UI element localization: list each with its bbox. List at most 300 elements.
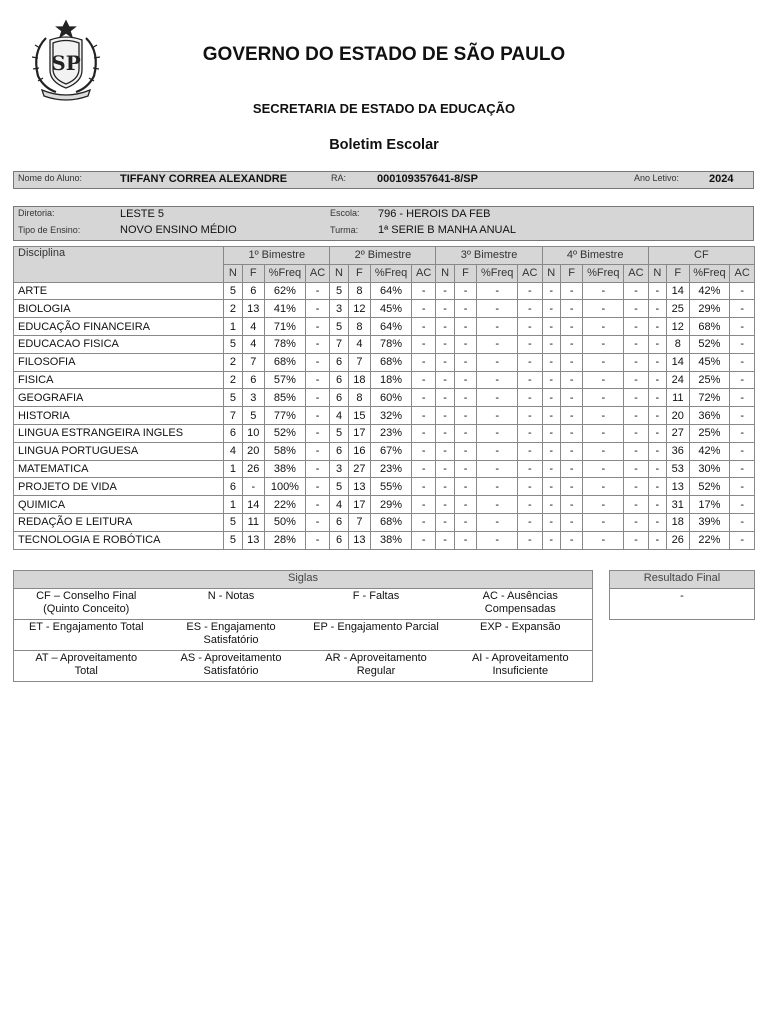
grade-cell: - — [436, 531, 454, 549]
grade-cell: - — [583, 442, 624, 460]
grade-cell: - — [560, 335, 582, 353]
siglas-title: Siglas — [14, 571, 593, 589]
grade-cell: 5 — [330, 282, 348, 300]
grade-cell: - — [648, 300, 666, 318]
grade-cell: - — [730, 318, 755, 336]
grade-cell: - — [411, 371, 436, 389]
grade-cell: - — [518, 318, 543, 336]
sigla-definition: ET - Engajamento Total — [14, 620, 159, 651]
subject-name: LINGUA PORTUGUESA — [14, 442, 224, 460]
grade-cell: - — [542, 478, 560, 496]
grade-cell: 78% — [265, 335, 306, 353]
grade-cell: - — [583, 496, 624, 514]
grade-cell: - — [454, 424, 476, 442]
grade-cell: 13 — [348, 531, 370, 549]
grade-cell: 72% — [689, 389, 730, 407]
grade-cell: - — [436, 496, 454, 514]
grade-cell: - — [518, 442, 543, 460]
subcolumn-header: F — [560, 264, 582, 282]
grade-cell: - — [583, 353, 624, 371]
grade-cell: - — [624, 353, 649, 371]
grade-cell: 38% — [371, 531, 412, 549]
grade-cell: - — [648, 424, 666, 442]
grade-cell: 1 — [224, 460, 242, 478]
grade-cell: 52% — [689, 335, 730, 353]
grade-cell: - — [242, 478, 264, 496]
grade-cell: - — [436, 300, 454, 318]
table-row — [14, 531, 755, 549]
grade-cell: - — [560, 282, 582, 300]
grade-cell: 1 — [224, 496, 242, 514]
grade-cell: - — [454, 442, 476, 460]
grade-cell: 78% — [371, 335, 412, 353]
grade-cell: 36 — [667, 442, 689, 460]
grade-cell: 5 — [224, 531, 242, 549]
grade-cell: - — [648, 389, 666, 407]
student-info-bar — [13, 171, 754, 189]
grade-cell: - — [583, 478, 624, 496]
grade-cell: - — [624, 300, 649, 318]
grade-cell: - — [454, 300, 476, 318]
subject-name: EDUCACAO FISICA — [14, 335, 224, 353]
grade-cell: 8 — [348, 389, 370, 407]
grade-cell: - — [477, 460, 518, 478]
grade-cell: - — [454, 353, 476, 371]
grade-cell: - — [560, 318, 582, 336]
grade-cell: - — [477, 424, 518, 442]
grade-cell: 12 — [348, 300, 370, 318]
grade-cell: - — [454, 460, 476, 478]
grade-cell: 71% — [265, 318, 306, 336]
grade-cell: - — [542, 389, 560, 407]
grade-cell: 23% — [371, 424, 412, 442]
grade-cell: - — [730, 407, 755, 425]
grade-cell: - — [305, 335, 330, 353]
grade-cell: - — [518, 496, 543, 514]
sigla-definition: AS - Aproveitamento Satisfatório — [159, 651, 304, 682]
grade-cell: - — [730, 460, 755, 478]
grade-cell: 57% — [265, 371, 306, 389]
subcolumn-header: F — [667, 264, 689, 282]
grade-cell: 5 — [330, 318, 348, 336]
subcolumn-header: N — [330, 264, 348, 282]
table-row — [14, 496, 755, 514]
grade-cell: 6 — [224, 478, 242, 496]
grade-cell: 15 — [348, 407, 370, 425]
subcolumn-header: AC — [730, 264, 755, 282]
siglas-legend — [13, 570, 593, 682]
grade-cell: - — [730, 389, 755, 407]
grade-cell: - — [477, 335, 518, 353]
grade-cell: - — [477, 442, 518, 460]
grade-cell: - — [730, 496, 755, 514]
subcolumn-header: F — [348, 264, 370, 282]
grade-cell: - — [583, 460, 624, 478]
grade-cell: 25% — [689, 371, 730, 389]
grade-cell: 5 — [242, 407, 264, 425]
grade-cell: 6 — [330, 353, 348, 371]
grade-cell: 5 — [224, 513, 242, 531]
table-row — [14, 353, 755, 371]
grade-cell: 13 — [242, 531, 264, 549]
grade-cell: 6 — [330, 389, 348, 407]
grade-cell: - — [542, 424, 560, 442]
grade-cell: 7 — [242, 353, 264, 371]
grade-cell: - — [624, 442, 649, 460]
grade-cell: 27 — [348, 460, 370, 478]
grade-cell: 2 — [224, 371, 242, 389]
grade-cell: - — [477, 371, 518, 389]
grade-cell: - — [542, 513, 560, 531]
grade-cell: - — [454, 496, 476, 514]
grade-cell: - — [477, 407, 518, 425]
grade-cell: - — [411, 335, 436, 353]
subject-name: MATEMATICA — [14, 460, 224, 478]
grade-cell: - — [542, 531, 560, 549]
grade-cell: - — [730, 531, 755, 549]
grade-cell: - — [583, 407, 624, 425]
grade-cell: - — [518, 478, 543, 496]
grade-cell: - — [730, 513, 755, 531]
grade-cell: 24 — [667, 371, 689, 389]
grade-cell: 7 — [330, 335, 348, 353]
grade-cell: 53 — [667, 460, 689, 478]
grade-cell: - — [411, 389, 436, 407]
final-result-value: - — [610, 589, 755, 620]
grade-cell: 17% — [689, 496, 730, 514]
grade-cell: - — [583, 531, 624, 549]
grade-cell: - — [436, 335, 454, 353]
grade-cell: 27 — [667, 424, 689, 442]
subject-name: FISICA — [14, 371, 224, 389]
grade-cell: - — [305, 460, 330, 478]
grade-cell: - — [454, 282, 476, 300]
grades-table — [13, 246, 755, 550]
grade-cell: 17 — [348, 424, 370, 442]
period-header: 4º Bimestre — [542, 247, 648, 265]
grade-cell: - — [648, 478, 666, 496]
turma-label: Turma: — [330, 225, 359, 235]
ra-value: 000109357641-8/SP — [377, 173, 478, 185]
grade-cell: - — [730, 353, 755, 371]
grade-cell: 85% — [265, 389, 306, 407]
sigla-definition: N - Notas — [159, 589, 304, 620]
final-result-title: Resultado Final — [610, 571, 755, 589]
grade-cell: - — [454, 478, 476, 496]
table-row — [14, 513, 755, 531]
grade-cell: - — [648, 442, 666, 460]
grade-cell: - — [624, 335, 649, 353]
grade-cell: - — [436, 282, 454, 300]
subject-name: LINGUA ESTRANGEIRA INGLES — [14, 424, 224, 442]
turma-value: 1ª SERIE B MANHA ANUAL — [378, 224, 516, 236]
grade-cell: 7 — [224, 407, 242, 425]
grade-cell: - — [730, 300, 755, 318]
sigla-definition: EP - Engajamento Parcial — [304, 620, 449, 651]
grade-cell: - — [477, 318, 518, 336]
grade-cell: - — [583, 513, 624, 531]
grade-cell: - — [518, 282, 543, 300]
grade-cell: 30% — [689, 460, 730, 478]
grade-cell: - — [624, 424, 649, 442]
grade-cell: - — [411, 513, 436, 531]
grade-cell: 60% — [371, 389, 412, 407]
grade-cell: 23% — [371, 460, 412, 478]
grade-cell: 52% — [689, 478, 730, 496]
page-subtitle: SECRETARIA DE ESTADO DA EDUCAÇÃO — [252, 101, 516, 116]
grade-cell: 18% — [371, 371, 412, 389]
subcolumn-header: %Freq — [583, 264, 624, 282]
grade-cell: - — [305, 282, 330, 300]
period-header: 3º Bimestre — [436, 247, 542, 265]
grade-cell: - — [730, 478, 755, 496]
grade-cell: - — [583, 335, 624, 353]
grade-cell: 6 — [330, 442, 348, 460]
grade-cell: 64% — [371, 282, 412, 300]
grade-cell: 8 — [348, 318, 370, 336]
grade-cell: - — [542, 318, 560, 336]
grade-cell: - — [518, 424, 543, 442]
sigla-definition: ES - Engajamento Satisfatório — [159, 620, 304, 651]
student-name: TIFFANY CORREA ALEXANDRE — [120, 173, 288, 185]
grade-cell: - — [648, 531, 666, 549]
period-header: 1º Bimestre — [224, 247, 330, 265]
grade-cell: - — [436, 460, 454, 478]
grade-cell: 8 — [348, 282, 370, 300]
grade-cell: - — [624, 513, 649, 531]
grade-cell: 64% — [371, 318, 412, 336]
grade-cell: 6 — [242, 371, 264, 389]
grade-cell: 20 — [667, 407, 689, 425]
subcolumn-header: %Freq — [371, 264, 412, 282]
period-header: CF — [648, 247, 754, 265]
grade-cell: 5 — [224, 282, 242, 300]
grade-cell: - — [436, 389, 454, 407]
subject-name: QUIMICA — [14, 496, 224, 514]
grade-cell: 5 — [330, 478, 348, 496]
grade-cell: - — [454, 318, 476, 336]
grade-cell: - — [518, 407, 543, 425]
grade-cell: - — [624, 318, 649, 336]
document-header — [0, 0, 768, 165]
diretoria-value: LESTE 5 — [120, 208, 165, 220]
grade-cell: - — [624, 282, 649, 300]
subject-name: EDUCAÇÃO FINANCEIRA — [14, 318, 224, 336]
grade-cell: - — [542, 353, 560, 371]
grade-cell: - — [411, 478, 436, 496]
grade-cell: - — [305, 318, 330, 336]
subcolumn-header: AC — [518, 264, 543, 282]
grade-cell: - — [305, 353, 330, 371]
grade-cell: 67% — [371, 442, 412, 460]
grade-cell: - — [648, 513, 666, 531]
grade-cell: 6 — [242, 282, 264, 300]
grade-cell: - — [542, 300, 560, 318]
grade-cell: 22% — [689, 531, 730, 549]
grade-cell: 50% — [265, 513, 306, 531]
escola-value: 796 - HEROIS DA FEB — [378, 208, 491, 220]
table-row — [14, 442, 755, 460]
grade-cell: - — [305, 371, 330, 389]
grade-cell: - — [648, 496, 666, 514]
grade-cell: 3 — [242, 389, 264, 407]
student-name-label: Nome do Aluno: — [18, 173, 83, 183]
grade-cell: - — [411, 353, 436, 371]
grade-cell: - — [305, 442, 330, 460]
grade-cell: 13 — [348, 478, 370, 496]
final-result-box — [609, 570, 755, 620]
grade-cell: 13 — [242, 300, 264, 318]
grade-cell: - — [477, 389, 518, 407]
sigla-definition: EXP - Expansão — [449, 620, 593, 651]
grade-cell: - — [560, 478, 582, 496]
grade-cell: 38% — [265, 460, 306, 478]
grade-cell: 3 — [330, 460, 348, 478]
grade-cell: 3 — [330, 300, 348, 318]
grade-cell: - — [730, 424, 755, 442]
grade-cell: - — [454, 389, 476, 407]
grade-cell: 45% — [689, 353, 730, 371]
grade-cell: - — [583, 318, 624, 336]
grade-cell: - — [542, 407, 560, 425]
grade-cell: - — [436, 442, 454, 460]
grade-cell: - — [583, 300, 624, 318]
grade-cell: - — [560, 300, 582, 318]
table-row — [14, 318, 755, 336]
grade-cell: 68% — [689, 318, 730, 336]
grade-cell: - — [305, 513, 330, 531]
grade-cell: - — [648, 335, 666, 353]
grade-cell: 11 — [242, 513, 264, 531]
grade-cell: - — [477, 513, 518, 531]
grade-cell: - — [624, 371, 649, 389]
grade-cell: - — [583, 389, 624, 407]
grade-cell: 18 — [667, 513, 689, 531]
grade-cell: 6 — [330, 531, 348, 549]
grade-cell: 11 — [667, 389, 689, 407]
ra-label: RA: — [331, 173, 347, 183]
grade-cell: - — [436, 318, 454, 336]
grade-cell: - — [518, 389, 543, 407]
grade-cell: - — [454, 513, 476, 531]
grade-cell: 6 — [224, 424, 242, 442]
grade-cell: - — [560, 531, 582, 549]
page-title: GOVERNO DO ESTADO DE SÃO PAULO — [202, 44, 566, 65]
grade-cell: - — [477, 478, 518, 496]
subcolumn-header: N — [648, 264, 666, 282]
svg-text:SP: SP — [51, 51, 81, 75]
grade-cell: 29% — [689, 300, 730, 318]
grade-cell: 6 — [330, 371, 348, 389]
table-row — [14, 407, 755, 425]
grade-cell: - — [648, 460, 666, 478]
grade-cell: 17 — [348, 496, 370, 514]
sigla-definition: AR - Aproveitamento Regular — [304, 651, 449, 682]
grade-cell: - — [454, 371, 476, 389]
grade-cell: - — [648, 353, 666, 371]
grade-cell: 4 — [242, 318, 264, 336]
grade-cell: - — [560, 353, 582, 371]
grade-cell: 42% — [689, 282, 730, 300]
grade-cell: 25 — [667, 300, 689, 318]
grade-cell: 14 — [667, 353, 689, 371]
escola-label: Escola: — [330, 208, 360, 218]
grade-cell: - — [411, 442, 436, 460]
subcolumn-header: F — [242, 264, 264, 282]
subcolumn-header: N — [542, 264, 560, 282]
subcolumn-header: N — [436, 264, 454, 282]
table-row — [14, 424, 755, 442]
grade-cell: - — [542, 371, 560, 389]
grade-cell: - — [624, 496, 649, 514]
grade-cell: - — [454, 407, 476, 425]
grade-cell: - — [542, 442, 560, 460]
grade-cell: 12 — [667, 318, 689, 336]
grade-cell: - — [583, 424, 624, 442]
grade-cell: - — [411, 460, 436, 478]
subcolumn-header: %Freq — [265, 264, 306, 282]
grade-cell: - — [730, 282, 755, 300]
grade-cell: - — [436, 371, 454, 389]
grade-cell: - — [624, 407, 649, 425]
grade-cell: 2 — [224, 353, 242, 371]
grade-cell: 7 — [348, 353, 370, 371]
subcolumn-header: AC — [624, 264, 649, 282]
grade-cell: 31 — [667, 496, 689, 514]
sigla-definition: AC - Ausências Compensadas — [449, 589, 593, 620]
grade-cell: 14 — [242, 496, 264, 514]
grade-cell: - — [730, 442, 755, 460]
subject-name: PROJETO DE VIDA — [14, 478, 224, 496]
grade-cell: - — [305, 407, 330, 425]
grade-cell: - — [560, 496, 582, 514]
table-row — [14, 478, 755, 496]
grade-cell: 8 — [667, 335, 689, 353]
grade-cell: - — [560, 513, 582, 531]
sigla-definition: AI - Aproveitamento Insuficiente — [449, 651, 593, 682]
grade-cell: 13 — [667, 478, 689, 496]
grade-cell: - — [411, 282, 436, 300]
school-info-bar — [13, 206, 754, 241]
grade-cell: 4 — [224, 442, 242, 460]
table-row — [14, 300, 755, 318]
subcolumn-header: AC — [411, 264, 436, 282]
grade-cell: - — [730, 371, 755, 389]
grade-cell: 4 — [330, 496, 348, 514]
grade-cell: - — [477, 531, 518, 549]
grade-cell: - — [305, 389, 330, 407]
subcolumn-header: AC — [305, 264, 330, 282]
grade-cell: - — [560, 424, 582, 442]
grade-cell: - — [583, 282, 624, 300]
grade-cell: 55% — [371, 478, 412, 496]
grade-cell: - — [560, 407, 582, 425]
grade-cell: 25% — [689, 424, 730, 442]
grade-cell: - — [648, 282, 666, 300]
grade-cell: - — [560, 389, 582, 407]
grade-cell: 68% — [265, 353, 306, 371]
grade-cell: 68% — [371, 513, 412, 531]
grade-cell: 10 — [242, 424, 264, 442]
subcolumn-header: F — [454, 264, 476, 282]
grade-cell: 42% — [689, 442, 730, 460]
grade-cell: - — [305, 300, 330, 318]
grade-cell: 100% — [265, 478, 306, 496]
grade-cell: - — [436, 353, 454, 371]
grade-cell: 2 — [224, 300, 242, 318]
grade-cell: - — [518, 531, 543, 549]
grade-cell: 22% — [265, 496, 306, 514]
